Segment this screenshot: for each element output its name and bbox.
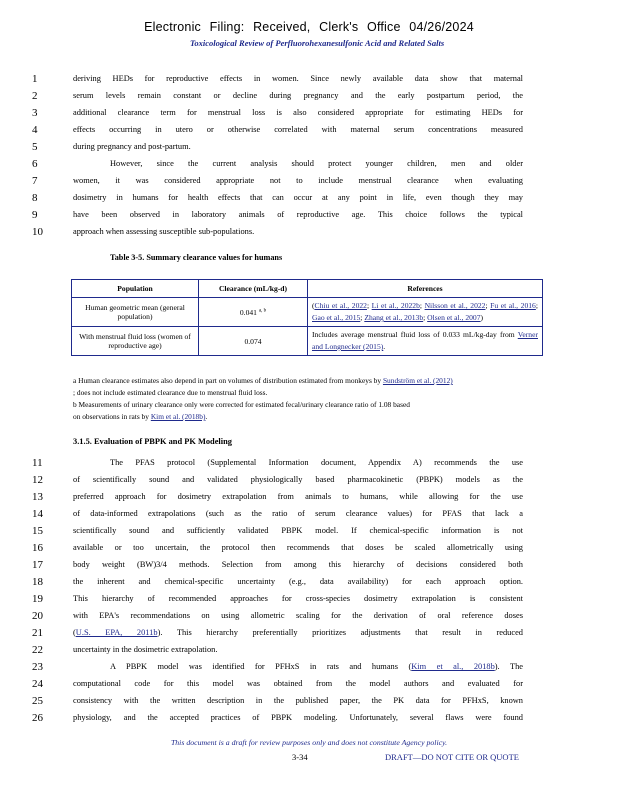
body-line: This hierarchy of recommended approaches for cross-species dosimetry extrapolation is consistent bbox=[73, 594, 523, 603]
references-cell: (Chiu et al., 2022; Li et al., 2022b; Nilsson et al., 2022; Fu et al., 2016; Gao et al., 2015; Zhang et al., 2013b; Olsen et al., 2007) bbox=[308, 298, 543, 327]
reference-end: . bbox=[383, 342, 386, 351]
table-footnote-b-cont bbox=[73, 412, 543, 422]
line-number: 6 bbox=[32, 158, 38, 170]
table-header-row bbox=[72, 280, 543, 298]
body-line: during pregnancy and post-partum. bbox=[73, 142, 191, 151]
table-caption: Table 3-5. Summary clearance values for humans bbox=[110, 253, 283, 262]
line-number: 20 bbox=[32, 610, 43, 622]
body-line: of data-informed extrapolations (such as the ratio of serum clearance values) for PFAS that lack a bbox=[73, 509, 523, 518]
reference-link[interactable]: Gao et al., 2015 bbox=[312, 313, 361, 322]
footnote-b-text: on observations in rats by bbox=[73, 412, 149, 421]
footnote-b-end: . bbox=[205, 412, 208, 421]
line-rest: ). The bbox=[494, 662, 523, 671]
references-cell bbox=[308, 327, 543, 356]
clearance-cell: 0.074 bbox=[199, 327, 308, 356]
reference-link[interactable]: Fu et al., 2016 bbox=[490, 301, 536, 310]
body-line: of scientifically sound and validated physiologically based pharmacokinetic (PBPK) models as the bbox=[73, 475, 523, 484]
body-line: physiology, and the accepted practices of PBPK modeling. Unfortunately, several flaws were found bbox=[73, 713, 523, 722]
filing-stamp: Electronic Filing: Received, Clerk's Office 04/26/2024 bbox=[144, 20, 474, 34]
line-number: 16 bbox=[32, 542, 43, 554]
body-line: available or too uncertain, the protocol then recommends that doses be scaled allometrically using bbox=[73, 543, 523, 552]
body-line: However, since the current analysis should protect younger children, men and older bbox=[110, 159, 523, 168]
body-line: women, it was considered appropriate not to include menstrual clearance when evaluating bbox=[73, 176, 523, 185]
draft-label: DRAFT—DO NOT CITE OR QUOTE bbox=[385, 752, 519, 762]
line-number: 23 bbox=[32, 661, 43, 673]
body-line: the inherent and chemical-specific uncertainty (e.g., data availability) for each approach option. bbox=[73, 577, 523, 586]
line-number: 9 bbox=[32, 209, 38, 221]
clearance-value: 0.041 bbox=[239, 307, 257, 317]
line-number: 15 bbox=[32, 525, 43, 537]
body-line: scientifically sound and sufficiently validated PBPK model. If chemical-specific information is not bbox=[73, 526, 523, 535]
line-number: 17 bbox=[32, 559, 43, 571]
population-cell: Human geometric mean (general population) bbox=[72, 298, 199, 327]
body-line: have been observed in laboratory animals of reproductive age. This choice follows the typical bbox=[73, 210, 523, 219]
draft-disclaimer: This document is a draft for review purposes only and does not constitute Agency policy. bbox=[170, 738, 448, 747]
line-number: 4 bbox=[32, 124, 38, 136]
reference-text: Includes average menstrual fluid loss of 0.033 mL/kg-day from bbox=[312, 330, 515, 339]
reference-link[interactable]: Nilsson et al., 2022 bbox=[424, 301, 486, 310]
body-line: serum levels remain constant or decline during pregnancy and the early postpartum period, the bbox=[73, 91, 523, 100]
line-rest: ). This hierarchy preferentially prioritizes adjustments that result in reduced bbox=[157, 628, 523, 637]
line-number: 12 bbox=[32, 474, 43, 486]
reference-link[interactable]: Verner and Longnecker (2015) bbox=[312, 330, 538, 351]
line-number: 19 bbox=[32, 593, 43, 605]
line-number: 5 bbox=[32, 141, 38, 153]
body-line: dosimetry in humans for health effects that can occur at any point in life, even though they may bbox=[73, 193, 523, 202]
table-row bbox=[72, 327, 543, 356]
body-line: computational code for this model was obtained from the model authors and evaluated for bbox=[73, 679, 523, 688]
line-number: 24 bbox=[32, 678, 43, 690]
column-header: Clearance (mL/kg-d) bbox=[199, 280, 308, 298]
footnote-a-text: a Human clearance estimates also depend in part on volumes of distribution estimated from monkeys by bbox=[73, 376, 382, 385]
body-line: consistency with the written description in the published paper, the PK data for PFHxS, known bbox=[73, 696, 523, 705]
body-line bbox=[110, 659, 523, 675]
column-header: References bbox=[308, 280, 543, 298]
table-footnote-a-cont: ; does not include estimated clearance due to menstrual fluid loss. bbox=[73, 388, 268, 397]
reference-link[interactable]: Chiu et al., 2022 bbox=[314, 301, 367, 310]
running-title: Toxicological Review of Perfluorohexanesulfonic Acid and Related Salts bbox=[190, 38, 445, 48]
line-number: 3 bbox=[32, 107, 38, 119]
line-number: 2 bbox=[32, 90, 38, 102]
line-number: 26 bbox=[32, 712, 43, 724]
line-prefix: A PBPK model was identified for PFHxS in rats and humans ( bbox=[110, 662, 412, 671]
line-number: 7 bbox=[32, 175, 38, 187]
line-number: 14 bbox=[32, 508, 43, 520]
line-number: 22 bbox=[32, 644, 43, 656]
line-prefix: ( bbox=[73, 628, 76, 637]
line-number: 11 bbox=[32, 457, 43, 469]
reference-link[interactable]: Olsen et al., 2007 bbox=[427, 313, 481, 322]
body-line: approach when assessing susceptible sub-populations. bbox=[73, 227, 255, 236]
body-line: preferred approach for dosimetry extrapolation from animals to humans, while allowing for the use bbox=[73, 492, 523, 501]
clearance-cell bbox=[199, 298, 308, 327]
line-number: 13 bbox=[32, 491, 43, 503]
line-number: 18 bbox=[32, 576, 43, 588]
page-number: 3-34 bbox=[292, 752, 308, 762]
body-line bbox=[73, 625, 523, 641]
line-number: 25 bbox=[32, 695, 43, 707]
reference-link[interactable]: Zhang et al., 2013b bbox=[364, 313, 424, 322]
body-line: uncertainty in the dosimetric extrapolation. bbox=[73, 645, 218, 654]
body-line: with EPA's recommendations on using allometric scaling for the derivation of oral reference doses bbox=[73, 611, 523, 620]
line-number: 21 bbox=[32, 627, 43, 639]
line-number: 8 bbox=[32, 192, 38, 204]
citation-link[interactable]: U.S. EPA, 2011b bbox=[75, 628, 158, 637]
reference-link[interactable]: Li et al., 2022b bbox=[371, 301, 420, 310]
table-footnote-b: b Measurements of urinary clearance only were corrected for estimated fecal/urinary clearance ratio of 1.08 based bbox=[73, 400, 410, 409]
clearance-footnote-marker: a, b bbox=[258, 307, 267, 313]
population-cell: With menstrual fluid loss (women of reproductive age) bbox=[72, 327, 199, 356]
body-line: body weight (BW)3/4 methods. Selection from among this hierarchy of decisions considered both bbox=[73, 560, 523, 569]
citation-link[interactable]: Kim et al., 2018b bbox=[411, 662, 495, 671]
body-line: The PFAS protocol (Supplemental Information document, Appendix A) recommends the use bbox=[110, 458, 523, 467]
body-line: deriving HEDs for reproductive effects in women. Since newly available data show that maternal bbox=[73, 74, 523, 83]
line-number: 10 bbox=[32, 226, 43, 238]
footnote-b-link[interactable]: Kim et al. (2018b) bbox=[150, 412, 206, 421]
section-heading: 3.1.5. Evaluation of PBPK and PK Modeling bbox=[73, 437, 232, 446]
table-row bbox=[72, 298, 543, 327]
line-number: 1 bbox=[32, 73, 38, 85]
footnote-a-link[interactable]: Sundström et al. (2012) bbox=[382, 376, 453, 385]
clearance-table bbox=[71, 279, 543, 356]
column-header: Population bbox=[72, 280, 199, 298]
body-line: additional clearance term for menstrual loss is also considered appropriate for estimating HEDs for bbox=[73, 108, 523, 117]
table-footnote-a bbox=[73, 376, 543, 386]
body-line: effects occurring in utero or otherwise correlated with maternal serum concentrations measured bbox=[73, 125, 523, 134]
